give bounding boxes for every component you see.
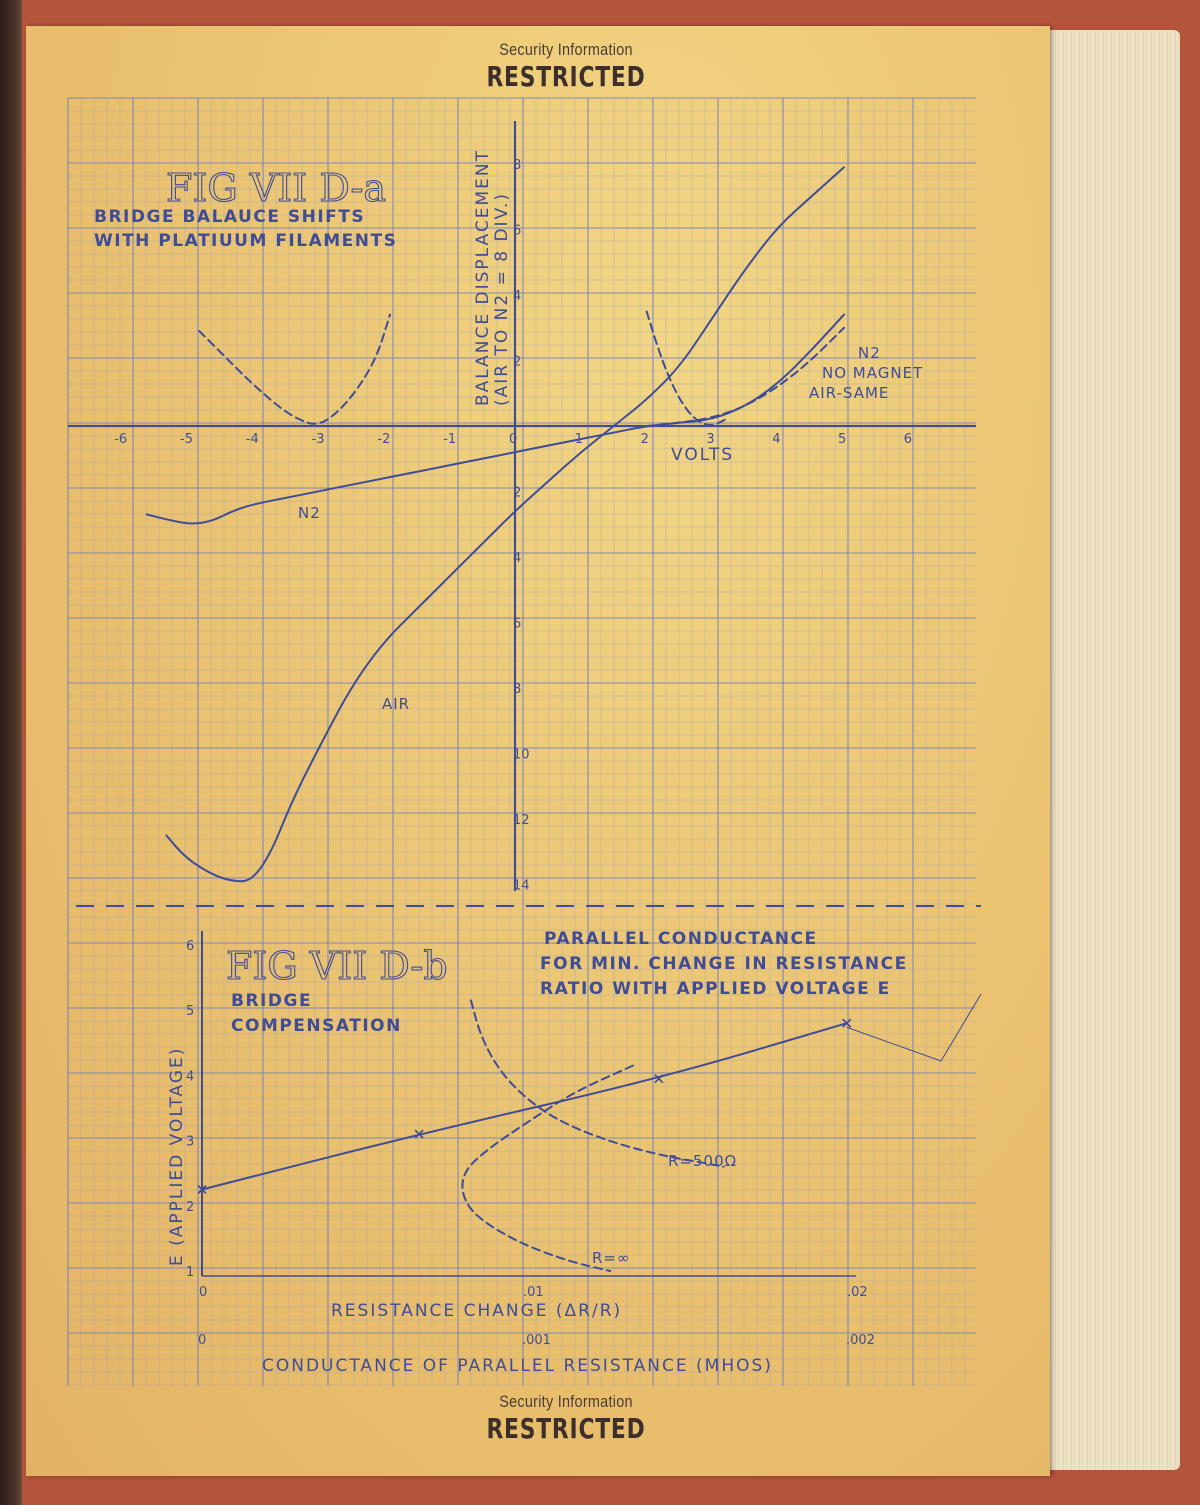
fig-b-y-tick-label: 4	[186, 1069, 195, 1085]
fig-a-ylabel-line1: BALANCE DISPLACEMENT	[473, 149, 493, 406]
annot-air: AIR	[382, 695, 411, 713]
fig-a-xlabel: VOLTS	[671, 445, 735, 465]
fig-b-y-tick-label: 5	[186, 1004, 195, 1020]
annot-air-same: AIR-SAME	[809, 384, 890, 402]
fig-a-x-tick-label: -2	[377, 432, 391, 447]
annot-n2-right: N2	[858, 344, 881, 362]
footer-classification: RESTRICTED	[486, 1412, 646, 1445]
fig-a-x-tick-label: 6	[903, 432, 913, 447]
fig-b-note-line3: RATIO WITH APPLIED VOLTAGE E	[540, 979, 891, 999]
header-security-note: Security Information	[499, 40, 633, 59]
fig-b-x2label: CONDUCTANCE OF PARALLEL RESISTANCE (MHOS)	[262, 1356, 773, 1376]
fig-a-y-tick-label: 4	[513, 551, 522, 566]
fig-b-title: FIG VII D-b	[226, 944, 448, 988]
fig-a-x-tick-label: -1	[443, 432, 457, 447]
fig-a-dashed-curve-right	[647, 311, 726, 425]
fig-a-x-tick-label: 2	[640, 432, 649, 447]
fig-b-x2-tick-label: 0	[198, 1333, 207, 1348]
footer-security-note: Security Information	[499, 1392, 633, 1411]
fig-a-subtitle-line1: BRIDGE BALAUCE SHIFTS	[94, 207, 366, 227]
fig-a-x-tick-label: 5	[838, 432, 847, 447]
annot-no-magnet: NO MAGNET	[822, 364, 924, 382]
fig-a-x-tick-label: -4	[245, 432, 259, 447]
fig-a-ylabel-line2: (AIR TO N2 = 8 DIV.)	[492, 191, 512, 406]
fig-a-x-tick-label: 1	[574, 432, 584, 447]
page-stack-edge	[1040, 30, 1180, 1470]
annot-r500: R=500Ω	[668, 1152, 738, 1170]
fig-a-no-magnet-curve	[647, 328, 844, 426]
fig-a-x-tick-label: -3	[311, 432, 325, 447]
fig-b-subtitle-line2: COMPENSATION	[231, 1016, 402, 1036]
fig-b-xlabel: RESISTANCE CHANGE (ΔR/R)	[331, 1301, 623, 1321]
annot-rinf: R=∞	[592, 1249, 631, 1267]
fig-a-y-tick-label: 4	[513, 289, 522, 304]
fig-a-x-tick-label: 3	[706, 432, 715, 447]
fig-b-ylabel: E (APPLIED VOLTAGE)	[167, 1046, 187, 1266]
fig-a-y-tick-label: 8	[513, 682, 522, 697]
fig-a-y-tick-label: 8	[513, 158, 522, 173]
annot-n2-left: N2	[298, 504, 321, 522]
fig-a-y-tick-label: 12	[513, 813, 530, 828]
header-classification: RESTRICTED	[486, 60, 646, 93]
fig-b-r500-curve	[471, 1000, 724, 1166]
fig-b-x-tick-label: .01	[523, 1285, 544, 1300]
fig-b-x2-tick-label: .002	[846, 1333, 875, 1348]
fig-b-x-tick-label: 0	[199, 1285, 208, 1300]
fig-a-y-tick-label: 2	[513, 354, 522, 370]
fig-a-y-tick-label: 2	[513, 485, 522, 501]
fig-b-y-tick-label: 6	[186, 939, 195, 954]
fig-a-dashed-curve-left	[199, 315, 390, 424]
fig-b-y-tick-label: 2	[186, 1199, 195, 1215]
fig-b-y-tick-label: 1	[186, 1265, 195, 1280]
fig-a-subtitle-line2: WITH PLATIUUM FILAMENTS	[94, 231, 398, 251]
fig-b-note-line1: PARALLEL CONDUCTANCE	[544, 929, 818, 949]
facing-page-edge	[0, 0, 22, 1505]
fig-b-subtitle-line1: BRIDGE	[231, 991, 313, 1011]
fig-b-y-tick-label: 3	[186, 1134, 195, 1150]
fig-a-x-tick-label: 4	[772, 432, 781, 447]
fig-b-x-tick-label: .02	[847, 1285, 868, 1300]
fig-b-x2-tick-label: .001	[522, 1333, 551, 1348]
fig-a-x-tick-label: 0	[509, 432, 518, 447]
fig-b-note-line2: FOR MIN. CHANGE IN RESISTANCE	[540, 954, 908, 974]
fig-a-x-tick-label: -5	[180, 432, 193, 447]
fig-a-y-tick-label: 6	[513, 616, 522, 632]
fig-a-title: FIG VII D-a	[166, 166, 387, 210]
figure-svg	[26, 26, 1050, 1476]
fig-a-y-tick-label: 10	[513, 747, 530, 763]
fig-a-y-tick-label: 14	[513, 878, 530, 894]
fig-b-note-pointer	[847, 994, 981, 1061]
fig-b-conductance-line	[202, 1023, 847, 1189]
fig-b-rinf-curve	[462, 1066, 632, 1271]
graph-paper-page	[26, 26, 1050, 1476]
fig-a-x-tick-label: -6	[114, 432, 128, 447]
fig-a-y-tick-label: 6	[513, 223, 522, 239]
